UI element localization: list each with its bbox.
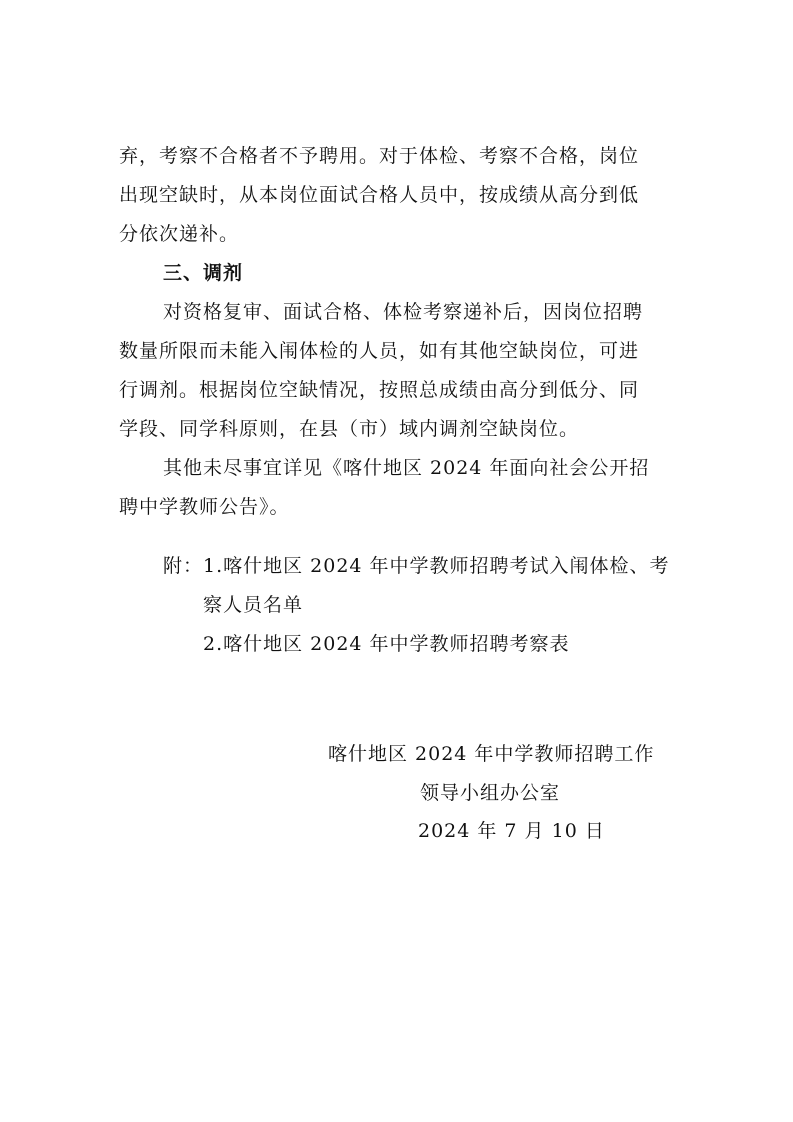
paragraph-1-line-3: 分依次递补。 xyxy=(119,223,240,245)
paragraph-1-line-2: 出现空缺时，从本岗位面试合格人员中，按成绩从高分到低 xyxy=(119,184,640,206)
attachments-label: 附： xyxy=(163,555,204,577)
attachment-item-1-line-2: 察人员名单 xyxy=(203,594,304,616)
signature-org-line-1: 喀什地区 2024 年中学教师招聘工作 xyxy=(328,743,655,765)
paragraph-2-line-4: 学段、同学科原则，在县（市）域内调剂空缺岗位。 xyxy=(119,418,580,440)
signature-org-line-2: 领导小组办公室 xyxy=(420,782,561,804)
paragraph-2-line-3: 行调剂。根据岗位空缺情况，按照总成绩由高分到低分、同 xyxy=(119,379,640,401)
paragraph-2-line-2: 数量所限而未能入闱体检的人员，如有其他空缺岗位，可进 xyxy=(119,340,640,362)
paragraph-3-line-2: 聘中学教师公告》。 xyxy=(119,496,290,518)
paragraph-1-line-1: 弃，考察不合格者不予聘用。对于体检、考察不合格，岗位 xyxy=(119,145,640,167)
attachment-item-2: 2.喀什地区 2024 年中学教师招聘考察表 xyxy=(203,633,570,655)
signature-date: 2024 年 7 月 10 日 xyxy=(418,820,605,842)
section-heading: 三、调剂 xyxy=(163,262,244,284)
paragraph-3-line-1: 其他未尽事宜详见《喀什地区 2024 年面向社会公开招 xyxy=(163,457,650,479)
paragraph-2-line-1: 对资格复审、面试合格、体检考察递补后，因岗位招聘 xyxy=(163,301,644,323)
attachment-item-1-line-1: 1.喀什地区 2024 年中学教师招聘考试入闱体检、考 xyxy=(203,555,670,577)
